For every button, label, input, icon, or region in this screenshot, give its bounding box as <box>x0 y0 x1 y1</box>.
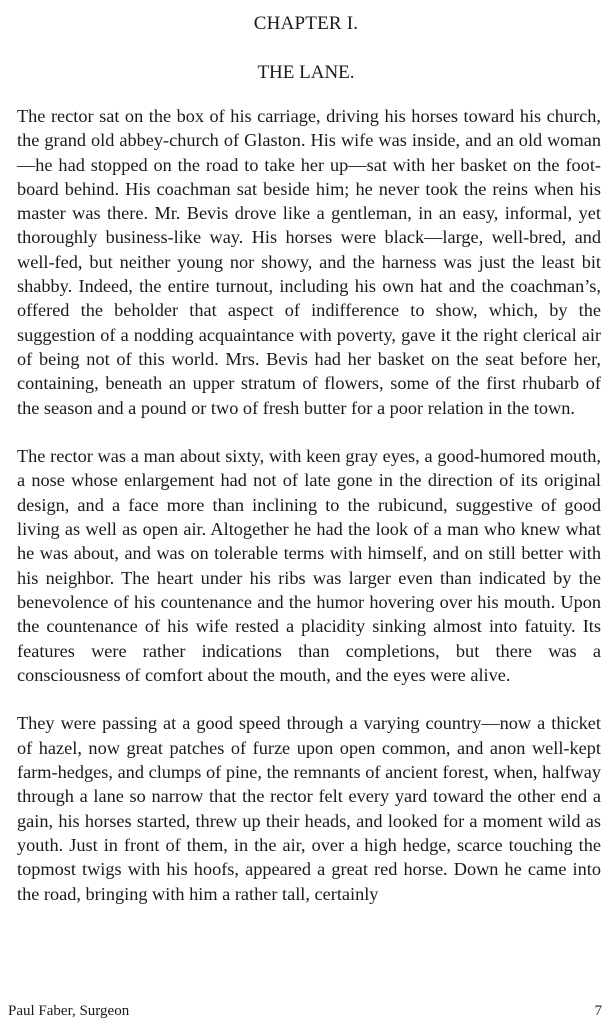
chapter-number: CHAPTER I. <box>253 13 359 34</box>
paragraph-1: The rector sat on the box of his carriage, driving his horses toward his church, the grand old abbey-church of Glaston. His wife was inside, and an old woman—he had stopped on the road to take her up—sat with her basket on the foot-board behind. His coachman sat beside him; he never took the reins when his master was there. Mr. Bevis drove like a gentleman, in an easy, informal, yet thoroughly business-like way. His horses were black—large, well-bred, and well-fed, but neither young nor showy, and the harness was just the least bit shabby. Indeed, the entire turnout, including his own hat and the coachman’s, offered the beholder that aspect of indifference to show, which, by the suggestion of a nodding acquaintance with poverty, gave it the right clerical air of being not of this world. Mrs. Bevis had her basket on the seat before her, containing, beneath an upper stratum of flowers, some of the first rhubarb of the season and a pound or two of fresh butter for a poor relation in the town. <box>17 106 601 418</box>
running-footer-title: Paul Faber, Surgeon <box>8 1003 130 1019</box>
page-number: 7 <box>594 1003 602 1019</box>
chapter-title: THE LANE. <box>257 62 355 83</box>
body-text <box>17 104 601 906</box>
paragraph-3: They were passing at a good speed through a varying country—now a thicket of hazel, now great patches of furze upon open common, and anon well-kept farm-hedges, and clumps of pine, the remnants of ancient forest, when, halfway through a lane so narrow that the rector felt every yard toward the other end a gain, his horses started, threw up their heads, and looked for a moment wild as youth. Just in front of them, in the air, over a high hedge, scarce touching the topmost twigs with his hoofs, appeared a great red horse. Down he came into the road, bringing with him a rather tall, certainly <box>17 713 601 904</box>
paragraph-2: The rector was a man about sixty, with keen gray eyes, a good-humored mouth, a nose whose enlargement had not of late gone in the direction of its original design, and a face more than inclining to the rubicund, suggestive of good living as well as open air. Altogether he had the look of a man who knew what he was about, and was on tolerable terms with himself, and on still better with his neighbor. The heart under his ribs was larger even than indicated by the benevolence of his countenance and the humor hovering over his mouth. Upon the countenance of his wife rested a placidity sinking almost into fatuity. Its features were rather indications than completions, but there was a consciousness of comfort about the mouth, and the eyes were alive. <box>17 446 601 685</box>
